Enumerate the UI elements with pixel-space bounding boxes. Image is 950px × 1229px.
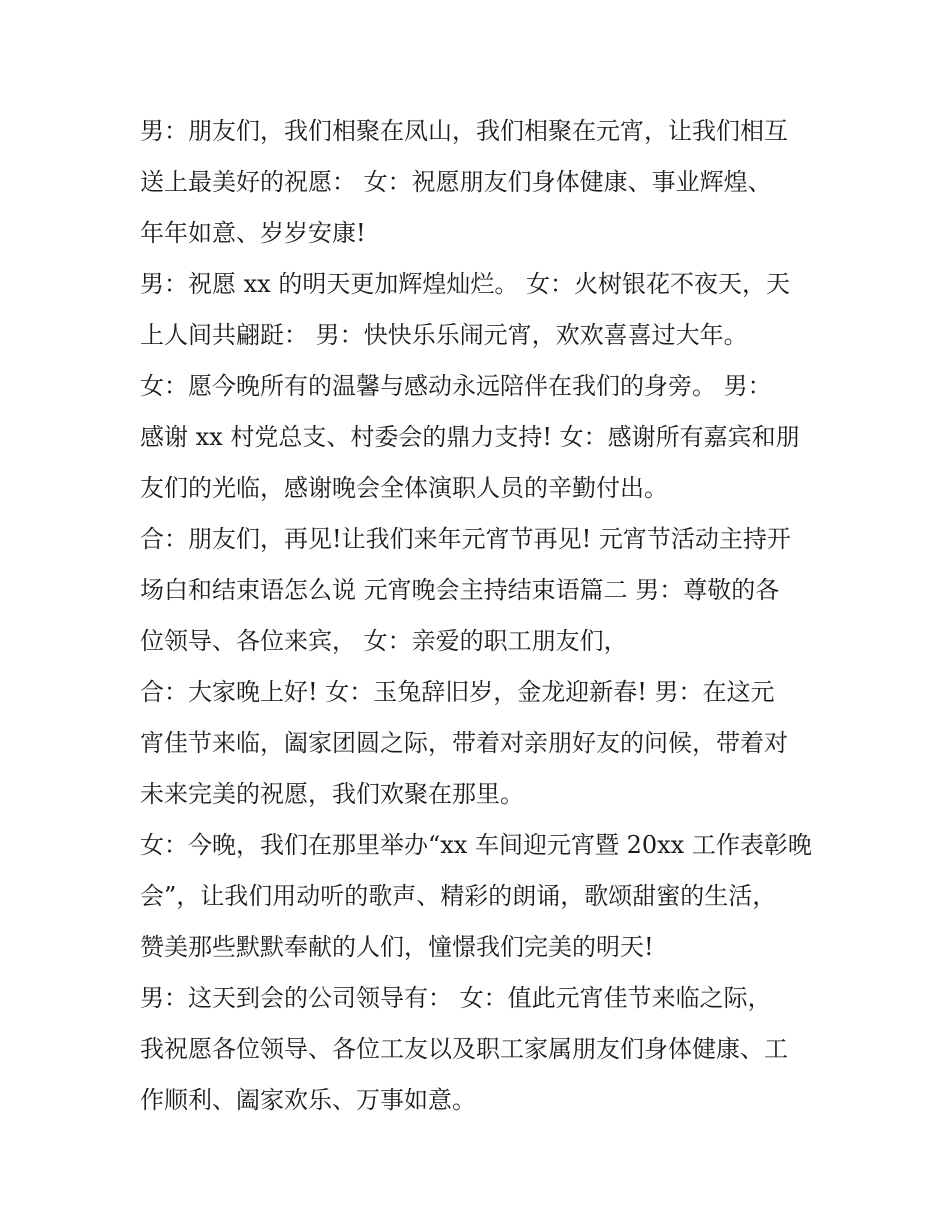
text-line: 女：今晚，我们在那里举办“xx 车间迎元宵暨 20xx 工作表彰晚 — [140, 831, 812, 859]
text-line: 场白和结束语怎么说 元宵晚会主持结束语篇二 男：尊敬的各 — [140, 576, 780, 604]
text-line: 上人间共翩跹： 男：快快乐乐闹元宵，欢欢喜喜过大年。 — [140, 321, 748, 349]
text-line: 友们的光临，感谢晚会全体演职人员的辛勤付出。 — [140, 474, 668, 502]
document-body — [140, 106, 820, 1126]
text-line: 女：愿今晚所有的温馨与感动永远陪伴在我们的身旁。 男： — [140, 372, 772, 400]
text-line: 男：朋友们，我们相聚在凤山，我们相聚在元宵，让我们相互 — [140, 117, 788, 145]
text-line: 男：祝愿 xx 的明天更加辉煌灿烂。 女：火树银花不夜天，天 — [140, 270, 790, 298]
text-line: 赞美那些默默奉献的人们，憧憬我们完美的明天! — [140, 933, 654, 961]
text-line: 未来完美的祝愿，我们欢聚在那里。 — [140, 780, 524, 808]
text-line: 送上最美好的祝愿： 女：祝愿朋友们身体健康、事业辉煌、 — [140, 168, 772, 196]
text-line: 感谢 xx 村党总支、村委会的鼎力支持! 女：感谢所有嘉宾和朋 — [140, 423, 800, 451]
text-line: 宵佳节来临，阖家团圆之际，带着对亲朋好友的问候，带着对 — [140, 729, 788, 757]
text-line: 年年如意、岁岁安康! — [140, 219, 366, 247]
text-line: 男：这天到会的公司领导有： 女：值此元宵佳节来临之际， — [140, 984, 772, 1012]
text-line: 会”，让我们用动听的歌声、精彩的朗诵，歌颂甜蜜的生活， — [140, 882, 777, 910]
text-line: 我祝愿各位领导、各位工友以及职工家属朋友们身体健康、工 — [140, 1035, 788, 1063]
text-line: 位领导、各位来宾， 女：亲爱的职工朋友们， — [140, 627, 628, 655]
text-line: 合：朋友们，再见!让我们来年元宵节再见! 元宵节活动主持开 — [140, 525, 791, 553]
text-line: 作顺利、阖家欢乐、万事如意。 — [140, 1086, 476, 1114]
text-line: 合：大家晚上好! 女：玉兔辞旧岁，金龙迎新春! 男：在这元 — [140, 678, 775, 706]
